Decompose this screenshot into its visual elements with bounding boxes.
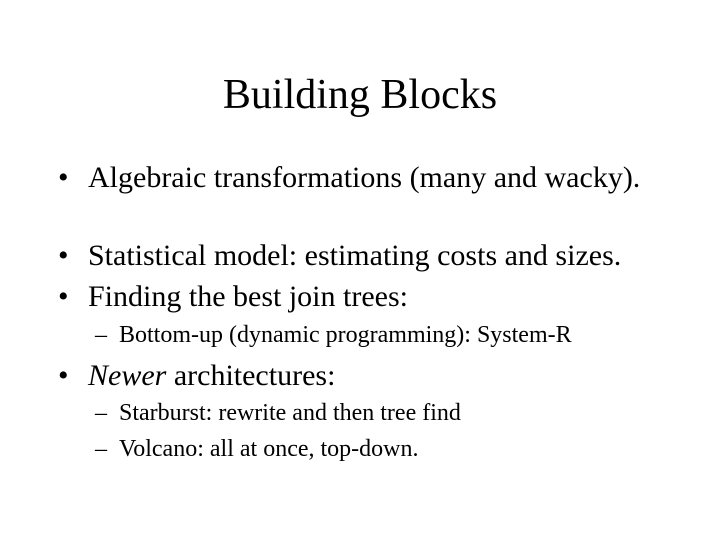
bullet-text: Algebraic transformations (many and wacky). [88,161,641,194]
sub-bullet-text: Volcano: all at once, top-down. [119,436,419,462]
sub-bullet-item [95,320,699,350]
bullet-text: Statistical model: estimating costs and sizes. [88,239,622,272]
bullet-item [58,358,708,394]
sub-bullet-marker: – [95,436,107,462]
sub-bullet-marker: – [95,322,107,348]
slide-title: Building Blocks [222,72,498,118]
bullet-item [58,160,688,196]
bullet-text: Finding the best join trees: [88,280,408,313]
bullet-marker: • [58,280,69,313]
bullet-emphasis-text: Newer [88,359,167,392]
sub-bullet-item [95,434,699,464]
sub-bullet-item [95,398,699,428]
bullet-marker: • [58,239,69,272]
bullet-marker: • [58,161,69,194]
bullet-text: architectures: [166,359,336,392]
sub-bullet-marker: – [95,400,107,426]
bullet-item [58,279,708,315]
bullet-marker: • [58,359,69,392]
sub-bullet-text: Bottom-up (dynamic programming): System-R [119,322,572,348]
bullet-item [58,238,708,274]
sub-bullet-text: Starburst: rewrite and then tree find [119,400,461,426]
